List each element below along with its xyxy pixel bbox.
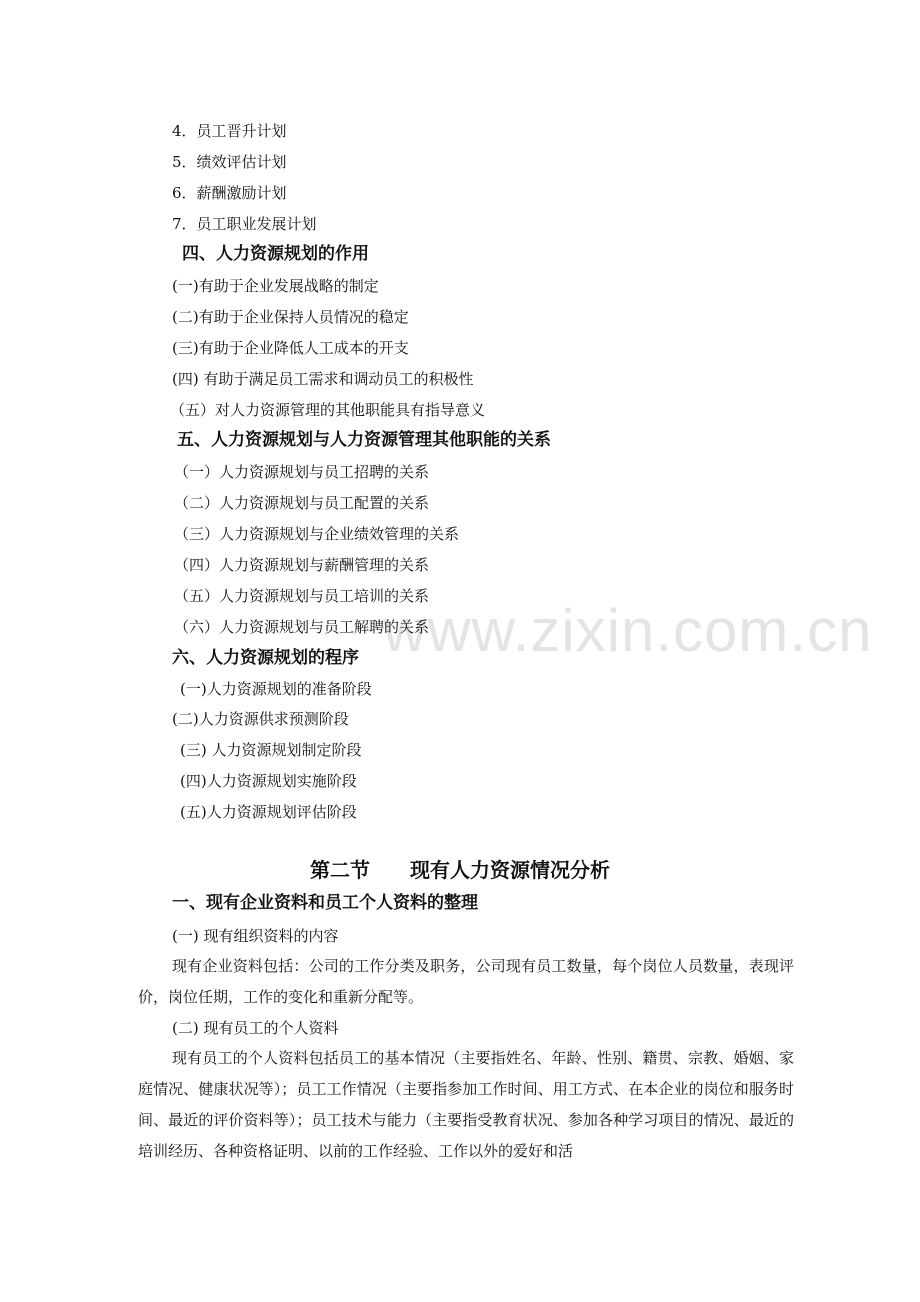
plan-item: 6．薪酬激励计划 bbox=[172, 184, 287, 202]
chapter-title: 第二节 现有人力资源情况分析 bbox=[310, 858, 610, 882]
list-item: （六）人力资源规划与员工解聘的关系 bbox=[174, 618, 430, 636]
list-item: (四)人力资源规划实施阶段 bbox=[180, 772, 357, 790]
section-heading: 一、现有企业资料和员工个人资料的整理 bbox=[172, 893, 478, 913]
list-item: (二)人力资源供求预测阶段 bbox=[172, 710, 349, 728]
list-item: （二）人力资源规划与员工配置的关系 bbox=[174, 494, 430, 512]
list-item: (三)有助于企业降低人工成本的开支 bbox=[172, 339, 409, 357]
list-item: (一)人力资源规划的准备阶段 bbox=[180, 680, 372, 698]
subsection-heading: (二) 现有员工的个人资料 bbox=[172, 1019, 339, 1037]
list-item: （五）人力资源规划与员工培训的关系 bbox=[174, 587, 430, 605]
list-item: (二)有助于企业保持人员情况的稳定 bbox=[172, 308, 409, 326]
plan-item: 4．员工晋升计划 bbox=[172, 122, 287, 140]
list-item: (五)人力资源规划评估阶段 bbox=[180, 803, 357, 821]
list-item: （四）人力资源规划与薪酬管理的关系 bbox=[174, 556, 430, 574]
watermark: www.zixin.com.cn bbox=[383, 597, 873, 664]
section-heading: 六、人力资源规划的程序 bbox=[172, 648, 359, 668]
body-paragraph: 现有企业资料包括：公司的工作分类及职务，公司现有员工数量，每个岗位人员数量，表现评价，岗位任期，工作的变化和重新分配等。 bbox=[138, 957, 794, 1006]
list-item: (一)有助于企业发展战略的制定 bbox=[172, 277, 379, 295]
subsection-heading: (一) 现有组织资料的内容 bbox=[172, 927, 339, 945]
list-item: (四) 有助于满足员工需求和调动员工的积极性 bbox=[172, 370, 474, 388]
list-item: （一）人力资源规划与员工招聘的关系 bbox=[174, 463, 430, 481]
section-heading: 四、人力资源规划的作用 bbox=[182, 244, 369, 264]
list-item: （三）人力资源规划与企业绩效管理的关系 bbox=[174, 525, 460, 543]
list-item: (三) 人力资源规划制定阶段 bbox=[180, 741, 362, 759]
section-heading: 五、人力资源规划与人力资源管理其他职能的关系 bbox=[177, 430, 551, 450]
plan-item: 7．员工职业发展计划 bbox=[172, 215, 317, 233]
list-item: （五）对人力资源管理的其他职能具有指导意义 bbox=[170, 401, 486, 419]
plan-item: 5．绩效评估计划 bbox=[172, 153, 287, 171]
body-paragraph: 现有员工的个人资料包括员工的基本情况（主要指姓名、年龄、性别、籍贯、宗教、婚姻、家庭情况、健康状况等）；员工工作情况（主要指参加工作时间、用工方式、在本企业的岗位和服务时间、最近的评价资料等）；员工技术与能力（主要指受教育状况、参加各种学习项目的情况、最近的培训经历、各种资格证明、以前的工作经验、工作以外的爱好和活 bbox=[138, 1049, 794, 1160]
